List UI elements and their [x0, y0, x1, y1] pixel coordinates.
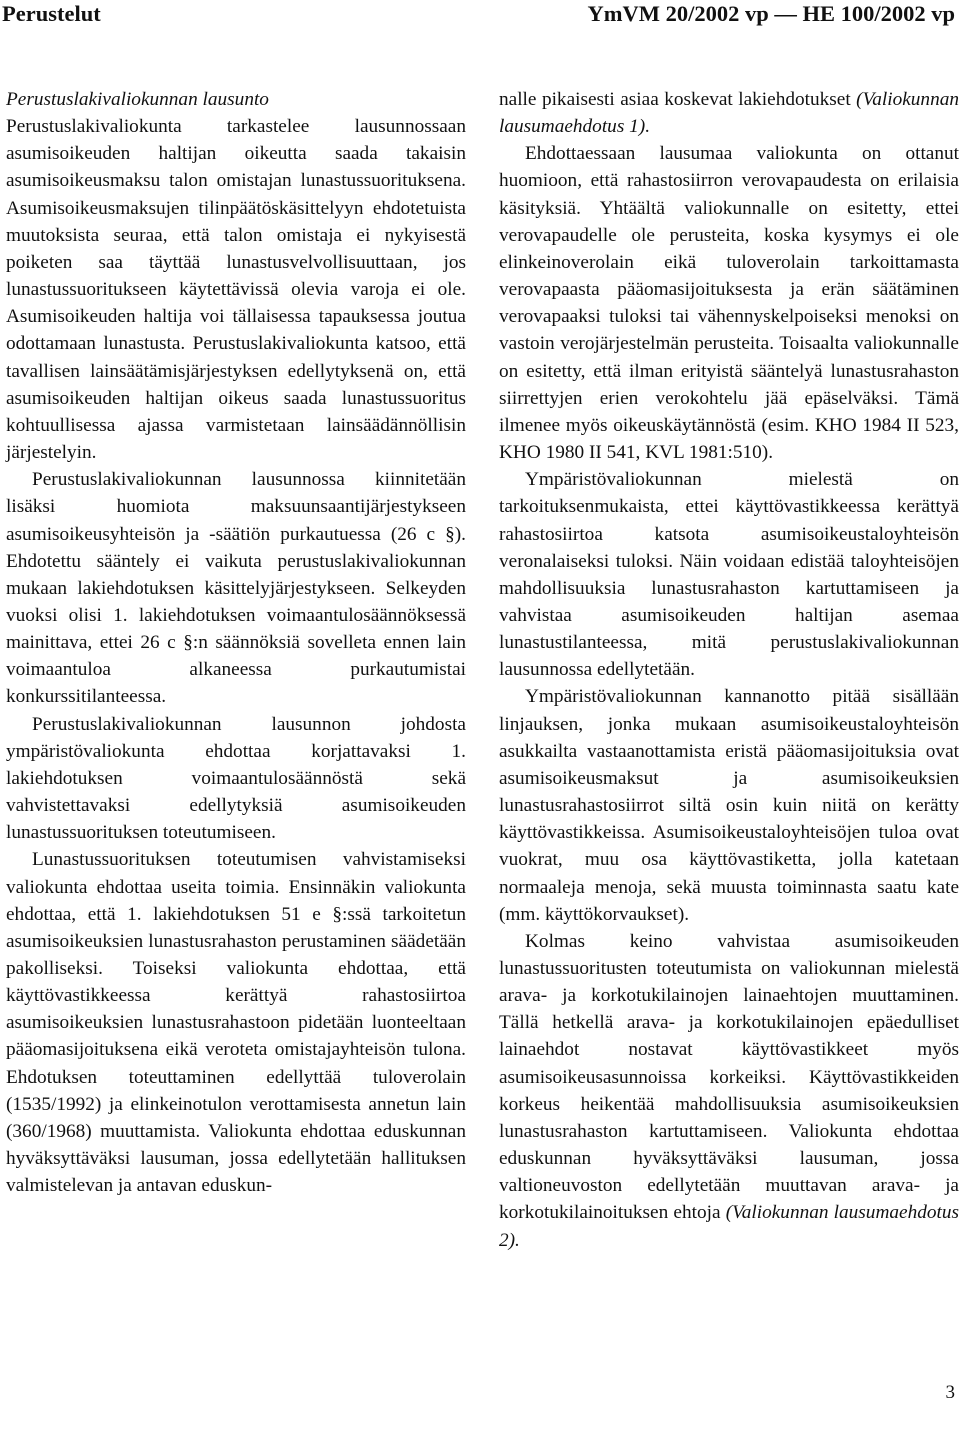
- section-heading: Perustuslakivaliokunnan lausunto: [6, 89, 269, 110]
- paragraph: Perustuslakivaliokunnan lausunnossa kiinnitetään lisäksi huomiota maksuunsaantijärjestykseen asumisoikeusyhteisön ja -säätiön purkautuessa (26 c §). Ehdotettu sääntely ei vaikuta perustuslakivaliokunnan mukaan lakiehdotuksen käsittelyjärjestykseen. Selkeyden vuoksi olisi 1. lakiehdotuksen voimaantulosäännöksessä mainittava, ettei 26 c §:n säännöksiä sovelleta ennen lain voimaantuloa alkaneessa purkautumistai konkurssitilanteessa.: [6, 469, 466, 708]
- paragraph: Ehdottaessaan lausumaa valiokunta on ottanut huomioon, että rahastosiirron verovapaudesta on erilaisia käsityksiä. Yhtäältä valiokunnalle on esitetty, ettei verovapaudelle ole perusteita, koska kysymys ei ole elinkeinoverolain eikä tuloverolain tarkoittamasta verovapaasta pääomasijoituksesta ja erän säätäminen verovapaaksi tuloksi tai vähennyskelpoiseksi menoksi on vastoin verojärjestelmän perusteita. Toisaalta valiokunnalle on esitetty, että ilman erityistä sääntelyä lunastusrahaston siirrettyjen erien verokohtelu jää epäselväksi. Tämä ilmenee myös oikeuskäytännöstä (esim. KHO 1984 II 523, KHO 1980 II 541, KVL 1981:510).: [499, 143, 959, 464]
- paragraph-text: nalle pikaisesti asiaa koskevat lakiehdotukset: [499, 89, 851, 110]
- left-column: [6, 86, 466, 1199]
- paragraph: Perustuslakivaliokunta tarkastelee lausunnossaan asumisoikeuden haltijan oikeutta saada takaisin asumisoikeusmaksu talon omistajan lunastussuorituksena. Asumisoikeusmaksujen tilinpäätöskäsittelyyn ehdotetuista muutoksista seuraa, että talon omistaja ei nykyisestä poiketen saa täyttää lunastusvelvollisuuttaan, jos lunastussuoritukseen käytettävissä olevia varoja ei ole. Asumisoikeuden haltija voi tällaisessa tapauksessa joutua odottamaan lunastusta. Perustuslakivaliokunta katsoo, että tavallisen lainsäätämisjärjestyksen edellytyksenä on, että asumisoikeuden haltijan oikeus saada lunastussuoritus kohtuullisessa ajassa varmistetaan lainsäädännöllisin järjestelyin.: [6, 116, 466, 464]
- paragraph: Lunastussuorituksen toteutumisen vahvistamiseksi valiokunta ehdottaa useita toimia. Ensinnäkin valiokunta ehdottaa, että 1. lakiehdotuksen 51 e §:ssä tarkoitetun asumisoikeuksien lunastusrahaston perustaminen säädetään pakolliseksi. Toiseksi valiokunta ehdottaa, että käyttövastikkeessa kerättyä rahastosiirtoa asumisoikeuksien lunastusrahastoon pidetään luonteeltaan pääomasijoituksena eikä veroteta omistajayhteisön tulona. Ehdotuksen toteuttaminen edellyttää tuloverolain (1535/1992) ja elinkeinotulon verottamisesta annetun lain (360/1968) muuttamista. Valiokunta ehdottaa eduskunnan hyväksyttäväksi lausuman, jossa edellytetään hallituksen valmistelevan ja antavan eduskun-: [6, 849, 466, 1197]
- page-header: [0, 0, 960, 30]
- page-number: 3: [945, 1382, 955, 1403]
- paragraph: Ympäristövaliokunnan kannanotto pitää sisällään linjauksen, jonka mukaan asumisoikeustaloyhteisön asukkailta vastaanottamista eristä pääomasijoituksia ovat asumisoikeusmaksut ja asumisoikeuksien lunastusrahastosiirrot siltä osin kuin niitä on kerätty käyttövastikkeissa. Asumisoikeustaloyhteisöjen tuloa ovat vuokrat, muu osa käyttövastiketta, jolla katetaan normaaleja menoja, sekä muusta toiminnasta saatu kate (mm. käyttökorvaukset).: [499, 686, 959, 925]
- right-column: [499, 86, 959, 1254]
- paragraph-text: Kolmas keino vahvistaa asumisoikeuden lunastussuoritusten toteutumista on valiokunnan mielestä arava- ja korkotukilainojen lainaehtojen muuttaminen. Tällä hetkellä arava- ja korkotukilainojen epäedulliset lainaehdot nostavat käyttövastikkeet myös asumisoikeusasunnoissa korkeiksi. Käyttövastikkeiden korkeus heikentää mahdollisuuksia asumisoikeuksien lunastusrahaston kartuttamiseen. Valiokunta ehdottaa eduskunnan hyväksyttäväksi lausuman, jossa valtioneuvoston edellytetään muuttavan arava- ja korkotukilainoituksen ehtoja: [499, 930, 959, 1224]
- paragraph-continuation: [499, 86, 959, 140]
- header-section-title: Perustelut: [2, 1, 101, 26]
- statement-proposal-reference: (Valiokunnan lausumaehdotus 1).: [499, 89, 959, 138]
- header-document-reference: YmVM 20/2002 vp — HE 100/2002 vp: [587, 1, 955, 26]
- paragraph: Perustuslakivaliokunnan lausunnon johdosta ympäristövaliokunta ehdottaa korjattavaksi 1. lakiehdotuksen voimaantulosäännöstä sekä vahvistettavaksi edellytyksiä asumisoikeuden lunastussuorituksen toteutumiseen.: [6, 713, 466, 844]
- paragraph: [499, 928, 959, 1254]
- statement-proposal-reference: (Valiokunnan lausumaehdotus 2).: [499, 1202, 959, 1251]
- paragraph: Ympäristövaliokunnan mielestä on tarkoituksenmukaista, ettei käyttövastikkeessa kerättyä rahastosiirtoa katsota asumisoikeustaloyhteisön veronalaiseksi tuloksi. Näin voidaan edistää taloyhteisöjen mahdollisuuksia lunastusrahaston kartuttamiseen ja vahvistaa asumisoikeuden haltijan asemaa lunastustilanteessa, mitä perustuslakivaliokunnan lausunnossa edellytetään.: [499, 469, 959, 681]
